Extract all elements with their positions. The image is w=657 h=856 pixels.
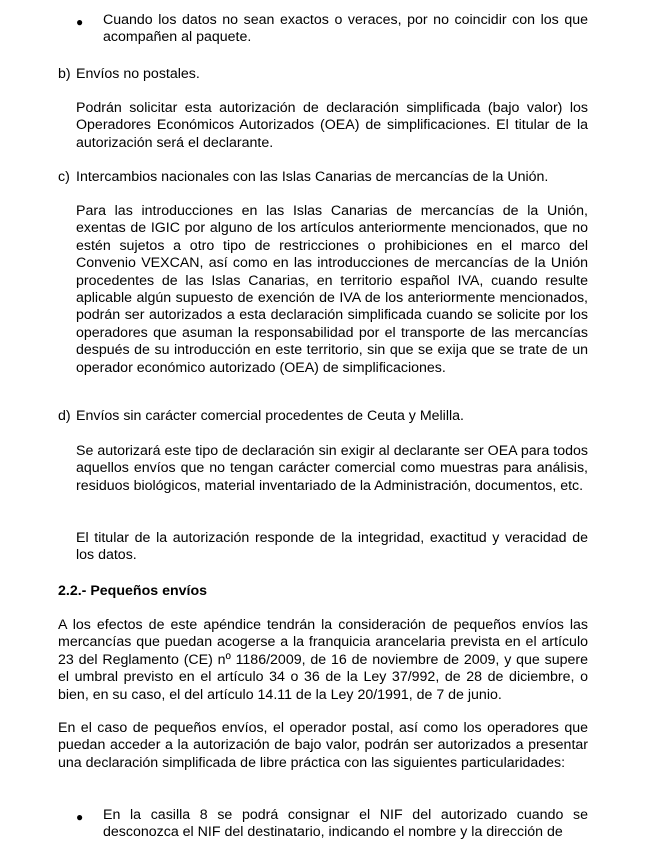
paragraph-pequenos-envios: A los efectos de este apéndice tendrán la consideración de pequeños envíos las mercancías que puedan acogerse a la franquicia arancelaria prevista en el artículo 23 del Reglamento (CE) nº 1186/2009, de 16 de noviembre de 2009, y que supere el umbral previsto en el artículo 34 o 36 de la Ley 37/992, de 28 de diciembre, o bien, en su caso, el del artículo 14.11 de la Ley 20/1991, de 7 de junio. <box>58 617 588 703</box>
paragraph-titular: El titular de la autorización responde de la integridad, exactitud y veracidad de los datos. <box>76 530 588 564</box>
paragraph-declaracion-simplificada: En el caso de pequeños envíos, el operador postal, así como los operadores que puedan acceder a la autorización de bajo valor, podrán ser autorizados a presentar una declaración simplificada de libre práctica con las siguientes particularidades: <box>58 720 588 771</box>
item-d-label: d) <box>58 408 71 424</box>
paragraph-envios-no-postales: Podrán solicitar esta autorización de declaración simplificada (bajo valor) los Operadores Económicos Autorizados (OEA) de simplificaciones. El titular de la autorización será el declarante. <box>76 100 588 151</box>
item-c-label: c) <box>58 169 70 185</box>
bullet-marker: ● <box>76 810 84 824</box>
paragraph-ceuta-melilla: Se autorizará este tipo de declaración sin exigir al declarante ser OEA para todos aquellos envíos que no tengan carácter comercial como muestras para análisis, residuos biológicos, material inventariado de la Administración, documentos, etc. <box>76 443 588 494</box>
item-b-label: b) <box>58 66 71 82</box>
item-d-title: Envíos sin carácter comercial procedentes de Ceuta y Melilla. <box>76 408 464 424</box>
paragraph-islas-canarias: Para las introducciones en las Islas Canarias de mercancías de la Unión, exentas de IGIC por alguno de los artículos anteriormente mencionados, que no estén sujetos a otro tipo de restricciones o prohibiciones en el marco del Convenio VEXCAN, así como en las introducciones de mercancías de la Unión procedentes de las Islas Canarias, en territorio español IVA, cuando resulte aplicable algún supuesto de exención de IVA de los anteriormente mencionados, podrán ser autorizados a esta declaración simplificada cuando se solicite por los operadores que asuman la responsabilidad por el transporte de las mercancías después de su introducción en este territorio, sin que se exija que se trate de un operador económico autorizado (OEA) de simplificaciones. <box>76 203 588 376</box>
bullet-item-datos: Cuando los datos no sean exactos o veraces, por no coincidir con los que acompañen al paquete. <box>103 12 588 46</box>
section-heading: 2.2.- Pequeños envíos <box>58 583 208 599</box>
item-c-title: Intercambios nacionales con las Islas Canarias de mercancías de la Unión. <box>76 169 549 185</box>
bullet-marker: ● <box>76 15 84 29</box>
bullet-item-casilla-8: En la casilla 8 se podrá consignar el NIF del autorizado cuando se desconozca el NIF del destinatario, indicando el nombre y la dirección de <box>103 807 588 841</box>
item-b-title: Envíos no postales. <box>76 66 200 82</box>
